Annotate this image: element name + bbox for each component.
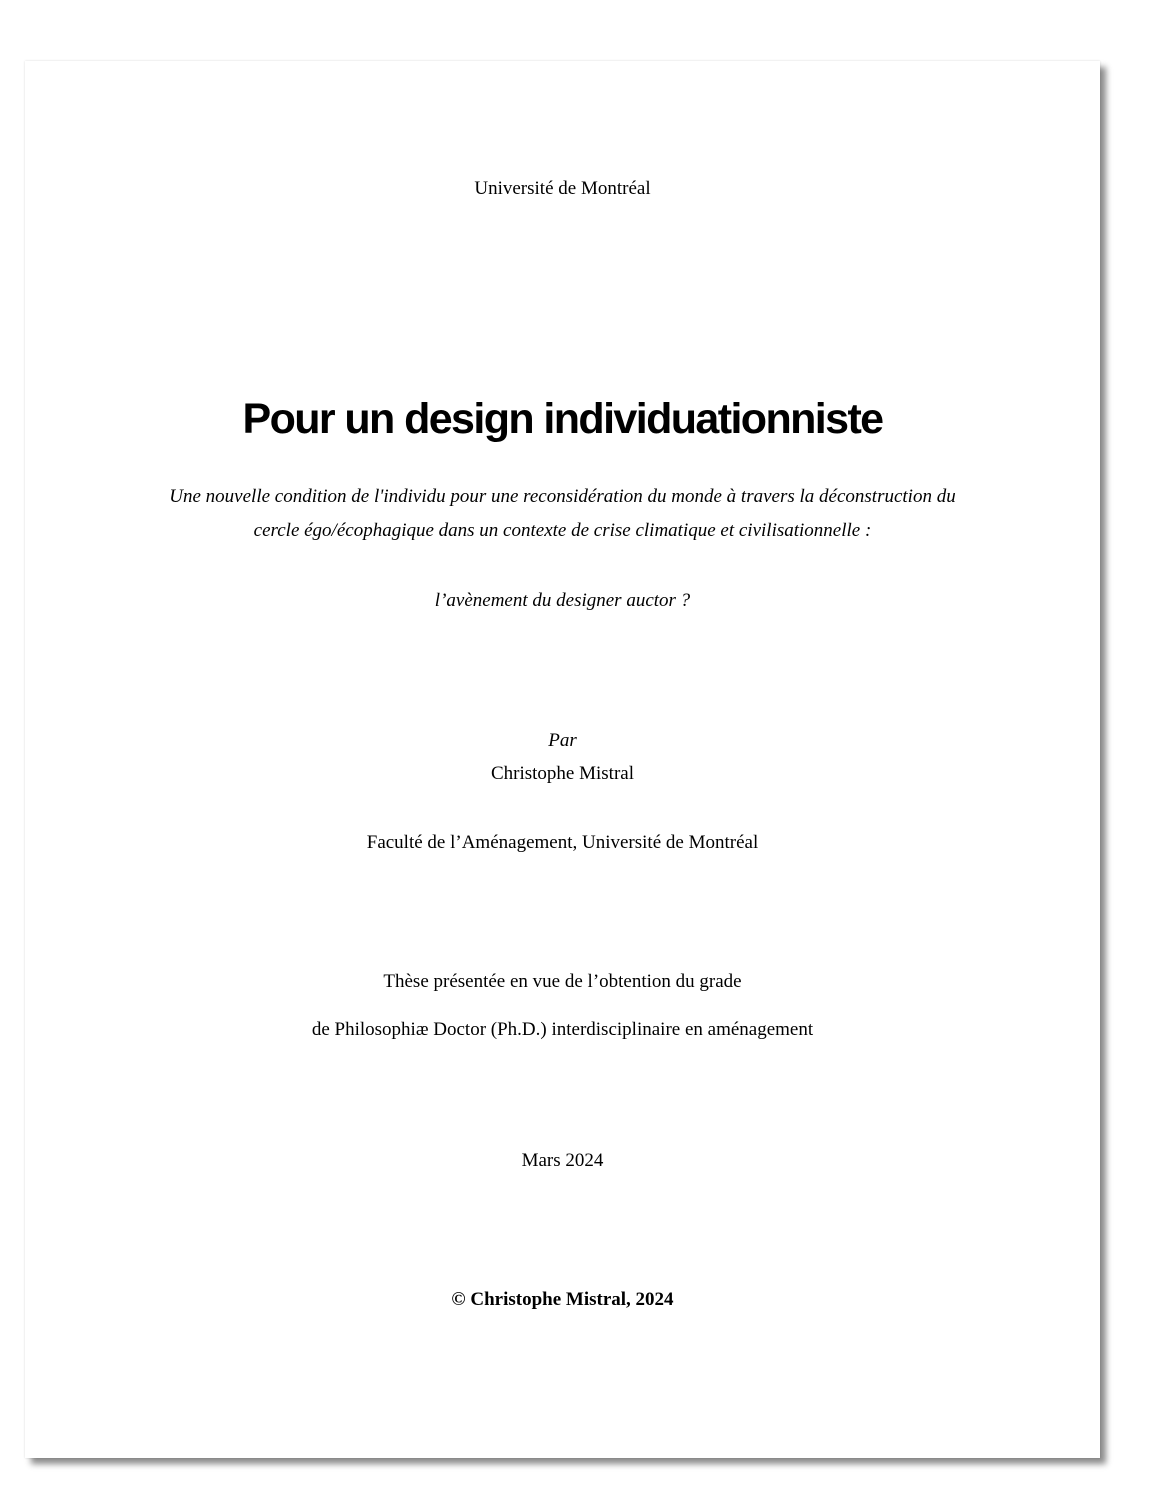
thesis-title: Pour un design individuationniste	[242, 395, 883, 443]
faculty: Faculté de l’Aménagement, Université de Montréal	[366, 832, 759, 853]
thesis-statement-line-1: Thèse présentée en vue de l’obtention du grade	[383, 971, 742, 992]
subtitle-line-2: cercle égo/écophagique dans un contexte de crise climatique et civilisationnelle :	[253, 520, 872, 541]
subtitle-line-1: Une nouvelle condition de l'individu pour une reconsidération du monde à travers la déconstruction du	[169, 486, 956, 507]
author-name: Christophe Mistral	[490, 763, 635, 784]
document-page	[25, 61, 1100, 1458]
copyright-notice: © Christophe Mistral, 2024	[451, 1289, 674, 1310]
submission-date: Mars 2024	[521, 1150, 604, 1171]
subtitle-question: l’avènement du designer auctor ?	[434, 590, 691, 611]
by-label: Par	[548, 730, 577, 751]
thesis-statement-line-2: de Philosophiæ Doctor (Ph.D.) interdisciplinaire en aménagement	[311, 1019, 814, 1040]
university-name: Université de Montréal	[474, 178, 651, 199]
